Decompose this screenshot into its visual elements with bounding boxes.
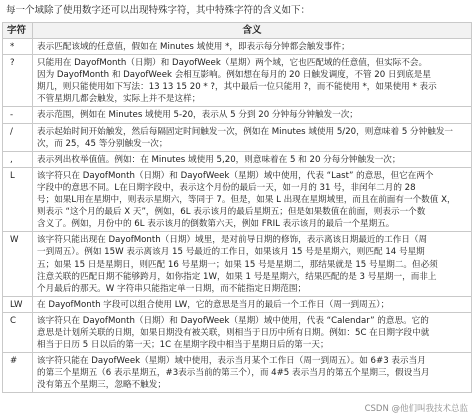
row-meaning <box>33 39 472 55</box>
watermark: CSDN @他们叫我技术总监 <box>364 404 468 414</box>
table-row <box>3 167 472 231</box>
row-symbol: * <box>3 39 33 55</box>
table-row <box>3 123 472 151</box>
meaning-line: 因为 DayofMonth 和 DayofWeek 会相互影响。例如想在每月的 20 日触发调度，不管 20 日到底是星 <box>37 70 431 81</box>
row-symbol: ? <box>3 55 33 107</box>
table-row <box>3 232 472 296</box>
meaning-line: 表示起始时间开始触发，然后每隔固定时间触发一次，例如在 Minutes 域使用 5/20，则意味着 5 分钟触发一 <box>37 126 454 137</box>
row-symbol: C <box>3 312 33 352</box>
row-meaning <box>33 55 472 107</box>
meaning-line: 表示范围，例如在 Minutes 域使用 5-20，表示从 5 分到 20 分钟每分钟触发一次； <box>37 110 358 121</box>
meaning-line: 个月最后的那天。W 字符串只能指定单一日期，而不能指定日期范围； <box>37 283 307 294</box>
meaning-line: 相当于日历 5 日以后的第一天；1C 在星期字段中相当于星期日后的第一天； <box>37 340 329 351</box>
table-row <box>3 353 472 393</box>
header-char: 字符 <box>3 23 33 39</box>
meaning-line: 次，而 25，45 等分别触发一次； <box>37 138 168 149</box>
meaning-line: 一到周五）。例如 15W 表示离该月 15 号最近的工作日，如果该月 15 号是星期六，则匹配 14 号星期 <box>37 247 425 258</box>
meaning-line: 字段中的意思不同。L在日期字段中，表示这个月份的最后一天，如一月的 31 号，非闰年二月的 28 <box>37 182 416 193</box>
meaning-line: 含义了。例如，月份中的 6L 表示该月的倒数第六天，例如 FRIL 表示该月的最后一个星期五。 <box>37 219 395 230</box>
meaning-line: 期几，则只能使用如下写法：13 13 15 20 * ?，其中最后一位只能用 ?，而不能使用 *，如果使用 * 表示 <box>37 82 437 93</box>
meaning-line: 号；如果L用在星期中，则表示星期六，等同于 7。但是，如果 L 出现在星期域里，而且在前面有一个数值 X， <box>37 195 456 206</box>
row-symbol: L <box>3 167 33 231</box>
row-symbol: , <box>3 151 33 167</box>
meaning-line: 表示列出枚举值值。例如：在 Minutes 域使用 5,20，则意味着在 5 和 20 分每分钟触发一次； <box>37 154 401 165</box>
row-symbol: W <box>3 232 33 296</box>
row-meaning <box>33 123 472 151</box>
row-symbol: - <box>3 107 33 123</box>
meaning-line: 在 DayofMonth 字段可以组合使用 LW，它的意思是当月的最后一个工作日（周一到周五）； <box>37 299 390 310</box>
meaning-line: 则表示 “这个月的最后 X 天”，例如，6L 表示该月的最后星期五；但是如果数值在前面，则表示一个数 <box>37 207 426 218</box>
meaning-line: 没有第五个星期三，忽略不触发； <box>37 380 166 391</box>
table-row <box>3 296 472 312</box>
intro-text: 每一个域除了使用数字还可以出现特殊字符，其中特殊字符的含义如下： <box>6 5 311 16</box>
table-row <box>3 55 472 107</box>
meaning-line: 不管星期几都会触发，实际上并不是这样； <box>37 94 201 105</box>
row-symbol: LW <box>3 296 33 312</box>
row-meaning <box>33 232 472 296</box>
meaning-line: 五；如果 15 日是星期日，则匹配 16 号星期一；如果 15 号是星期二，那结果就是 15 号星期二。但必须 <box>37 259 438 270</box>
table-body <box>3 39 472 393</box>
row-meaning <box>33 107 472 123</box>
meaning-line: 表示匹配该域的任意值，假如在 Minutes 域使用 *，即表示每分钟都会触发事件； <box>37 42 350 52</box>
meaning-line: 该字符只能出现在 DayofMonth（日期）域里，是对前导日期的修饰，表示离该日期最近的工作日（周 <box>37 235 428 246</box>
row-meaning <box>33 296 472 312</box>
meaning-line: 只能用在 DayofMonth（日期）和 DayofWeek（星期）两个域，它也匹配域的任意值，但实际不会。 <box>37 58 428 69</box>
meaning-line: 意思是计划所关联的日期，如果日期没有被关联，则相当于日历中所有日期。例如：5C 在日期字段中就 <box>37 327 430 338</box>
meaning-line: 该字符只能在 DayofWeek（星期）域中使用，表示当月某个工作日（周一到周五）。如 6#3 表示当月 <box>37 356 426 367</box>
table-row <box>3 107 472 123</box>
row-meaning <box>33 151 472 167</box>
table-header-row <box>3 23 472 39</box>
table-row <box>3 151 472 167</box>
table-row <box>3 312 472 352</box>
row-symbol: / <box>3 123 33 151</box>
row-symbol: # <box>3 353 33 393</box>
meaning-line: 注意关联的匹配日期不能够跨月，如你指定 1W，如果 1 号是星期六，结果匹配的是 3 号星期一，而非上 <box>37 271 437 282</box>
special-characters-table <box>2 22 472 393</box>
row-meaning <box>33 167 472 231</box>
meaning-line: 该字符只在 DayofMonth（日期）和 DayofWeek（星期）域中使用，代表 “Calendar” 的意思。它的 <box>37 315 429 326</box>
row-meaning <box>33 353 472 393</box>
meaning-line: 的第三个星期五（6 表示星期五，#3表示当前的第三个），而 4#5 表示当月的第五个星期三，假设当月 <box>37 368 430 379</box>
table-row <box>3 39 472 55</box>
header-meaning: 含义 <box>33 23 472 39</box>
row-meaning <box>33 312 472 352</box>
meaning-line: 该字符只在 DayofMonth（日期）和 DayofWeek（星期）域中使用，代表 “Last” 的意思，但它在两个 <box>37 170 434 181</box>
